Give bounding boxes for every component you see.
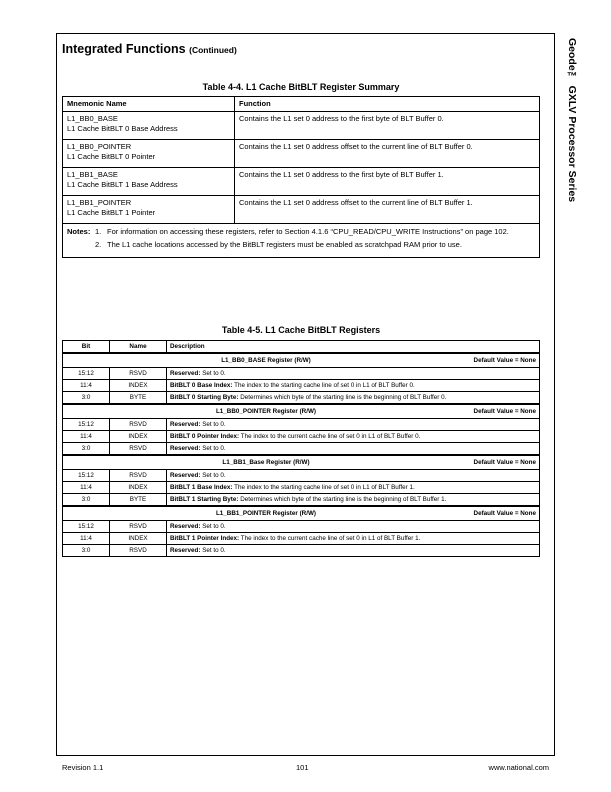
bit-cell: 15:12 <box>63 368 110 380</box>
bit-cell: 15:12 <box>63 419 110 431</box>
mnemonic-description: L1 Cache BitBLT 0 Base Address <box>67 124 178 133</box>
note-item <box>67 227 535 237</box>
section-title: Integrated Functions (Continued) <box>62 42 237 56</box>
description-cell <box>167 470 540 482</box>
register-header-row <box>63 353 540 368</box>
note-text: For information on accessing these registers, refer to Section 4.1.6 “CPU_READ/CPU_WRITE Instructions” on page 102. <box>107 227 509 236</box>
name-cell: RSVD <box>110 545 167 557</box>
register-title: L1_BB1_Base Register (R/W) <box>222 458 310 466</box>
note-number: 1. <box>95 227 102 236</box>
description-text: Set to 0. <box>200 369 226 377</box>
footer-page-number: 101 <box>296 763 309 772</box>
registers-table <box>62 340 540 557</box>
table-row <box>63 112 540 140</box>
description-cell <box>167 494 540 507</box>
description-text: Set to 0. <box>200 420 226 428</box>
description-label: Reserved: <box>170 420 201 428</box>
table-row <box>63 380 540 392</box>
table-row <box>63 431 540 443</box>
mnemonic-cell <box>63 196 235 224</box>
description-cell <box>167 380 540 392</box>
side-series-title: Geode™ GXLV Processor Series <box>566 38 578 203</box>
column-header: Mnemonic Name <box>63 97 235 112</box>
table-row <box>63 545 540 557</box>
register-default: Default Value = None <box>473 509 536 517</box>
description-text: The index to the current cache line of set 0 in L1 of BLT Buffer 1. <box>239 534 421 542</box>
table-row <box>63 368 540 380</box>
continued-label: (Continued) <box>189 45 237 55</box>
column-header: Name <box>110 341 167 354</box>
table-row <box>63 419 540 431</box>
register-title: L1_BB0_POINTER Register (R/W) <box>215 407 317 415</box>
name-cell: RSVD <box>110 470 167 482</box>
mnemonic-cell <box>63 168 235 196</box>
mnemonic-name: L1_BB0_POINTER <box>67 142 132 151</box>
description-text: Set to 0. <box>200 546 226 554</box>
description-text: Set to 0. <box>200 444 226 452</box>
bit-cell: 3:0 <box>63 392 110 405</box>
register-header <box>63 404 540 419</box>
table-row <box>63 196 540 224</box>
description-text: Set to 0. <box>200 471 226 479</box>
description-text: Set to 0. <box>200 522 226 530</box>
column-header: Description <box>167 341 540 354</box>
bit-cell: 3:0 <box>63 443 110 456</box>
name-cell: BYTE <box>110 392 167 405</box>
description-label: BitBLT 1 Starting Byte: <box>170 495 239 503</box>
description-text: Determines which byte of the starting line is the beginning of BLT Buffer 1. <box>238 495 447 503</box>
name-cell: RSVD <box>110 443 167 456</box>
description-cell <box>167 521 540 533</box>
register-title: L1_BB1_POINTER Register (R/W) <box>215 509 317 517</box>
note-number: 2. <box>95 240 102 249</box>
note-item <box>67 240 535 250</box>
name-cell: INDEX <box>110 431 167 443</box>
description-label: BitBLT 0 Starting Byte: <box>170 393 239 401</box>
mnemonic-cell <box>63 140 235 168</box>
notes-label: Notes: <box>67 227 91 236</box>
register-header <box>63 506 540 521</box>
bit-cell: 11:4 <box>63 431 110 443</box>
register-default: Default Value = None <box>473 458 536 466</box>
name-cell: RSVD <box>110 368 167 380</box>
bit-cell: 15:12 <box>63 521 110 533</box>
table-row <box>63 140 540 168</box>
mnemonic-description: L1 Cache BitBLT 1 Base Address <box>67 180 178 189</box>
function-cell: Contains the L1 set 0 address to the first byte of BLT Buffer 0. <box>235 112 540 140</box>
table-row <box>63 533 540 545</box>
description-label: Reserved: <box>170 369 201 377</box>
description-label: BitBLT 0 Pointer Index: <box>170 432 240 440</box>
mnemonic-cell <box>63 112 235 140</box>
bit-cell: 11:4 <box>63 533 110 545</box>
name-cell: RSVD <box>110 419 167 431</box>
description-text: The index to the current cache line of set 0 in L1 of BLT Buffer 0. <box>239 432 421 440</box>
name-cell: INDEX <box>110 380 167 392</box>
description-label: Reserved: <box>170 546 201 554</box>
notes-label <box>67 240 95 250</box>
description-label: BitBLT 0 Base Index: <box>170 381 233 389</box>
register-title: L1_BB0_BASE Register (R/W) <box>221 356 311 364</box>
bit-cell: 11:4 <box>63 380 110 392</box>
table-notes <box>63 224 540 258</box>
table-row <box>63 392 540 405</box>
table-row <box>63 494 540 507</box>
name-cell: BYTE <box>110 494 167 507</box>
bit-cell: 15:12 <box>63 470 110 482</box>
function-cell: Contains the L1 set 0 address to the first byte of BLT Buffer 1. <box>235 168 540 196</box>
register-default: Default Value = None <box>473 356 536 364</box>
description-text: Determines which byte of the starting line is the beginning of BLT Buffer 0. <box>238 393 447 401</box>
description-cell <box>167 545 540 557</box>
bit-cell: 11:4 <box>63 482 110 494</box>
table-row <box>63 168 540 196</box>
description-cell <box>167 392 540 405</box>
description-cell <box>167 368 540 380</box>
register-header <box>63 353 540 368</box>
table-row <box>63 443 540 456</box>
register-default: Default Value = None <box>473 407 536 415</box>
description-text: The index to the starting cache line of set 0 in L1 of BLT Buffer 1. <box>232 483 415 491</box>
description-label: Reserved: <box>170 522 201 530</box>
table-row <box>63 470 540 482</box>
function-cell: Contains the L1 set 0 address offset to the current line of BLT Buffer 1. <box>235 196 540 224</box>
mnemonic-description: L1 Cache BitBLT 0 Pointer <box>67 152 156 161</box>
description-cell <box>167 443 540 456</box>
table-4-4-caption: Table 4-4. L1 Cache BitBLT Register Summary <box>202 82 400 92</box>
register-header <box>63 455 540 470</box>
description-text: The index to the starting cache line of set 0 in L1 of BLT Buffer 0. <box>232 381 415 389</box>
description-label: Reserved: <box>170 471 201 479</box>
description-label: BitBLT 1 Base Index: <box>170 483 233 491</box>
mnemonic-name: L1_BB0_BASE <box>67 114 118 123</box>
column-header: Function <box>235 97 540 112</box>
column-header: Bit <box>63 341 110 354</box>
name-cell: INDEX <box>110 482 167 494</box>
register-summary-table <box>62 96 540 258</box>
mnemonic-name: L1_BB1_BASE <box>67 170 118 179</box>
note-text: The L1 cache locations accessed by the BitBLT registers must be enabled as scratchpad RAM prior to use. <box>107 240 462 249</box>
register-header-row <box>63 404 540 419</box>
function-cell: Contains the L1 set 0 address offset to the current line of BLT Buffer 0. <box>235 140 540 168</box>
mnemonic-name: L1_BB1_POINTER <box>67 198 132 207</box>
bit-cell: 3:0 <box>63 494 110 507</box>
table-4-5-caption: Table 4-5. L1 Cache BitBLT Registers <box>221 325 381 335</box>
description-label: BitBLT 1 Pointer Index: <box>170 534 240 542</box>
table-row <box>63 482 540 494</box>
register-header-row <box>63 455 540 470</box>
description-cell <box>167 482 540 494</box>
register-header-row <box>63 506 540 521</box>
description-label: Reserved: <box>170 444 201 452</box>
name-cell: INDEX <box>110 533 167 545</box>
description-cell <box>167 419 540 431</box>
bit-cell: 3:0 <box>63 545 110 557</box>
mnemonic-description: L1 Cache BitBLT 1 Pointer <box>67 208 156 217</box>
footer-revision: Revision 1.1 <box>62 763 104 772</box>
description-cell <box>167 431 540 443</box>
table-row <box>63 521 540 533</box>
description-cell <box>167 533 540 545</box>
name-cell: RSVD <box>110 521 167 533</box>
footer-website: www.national.com <box>488 763 549 772</box>
